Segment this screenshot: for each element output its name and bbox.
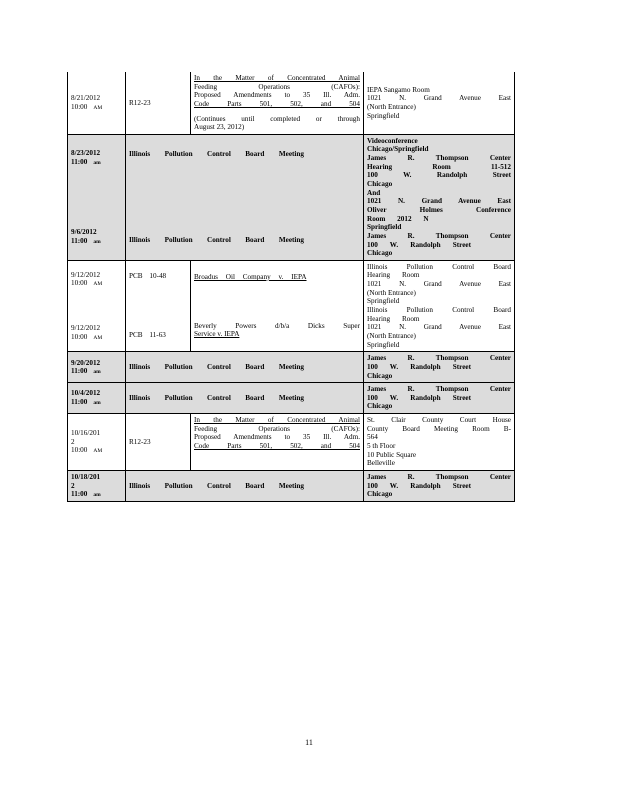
- meeting-title-cell: [126, 134, 364, 260]
- docket-cell: PCB 10-48 PCB 11-63: [126, 260, 191, 351]
- location-cell: James R. Thompson Center 100 W. Randolph Street Chicago: [364, 470, 515, 501]
- location-cell: James R. Thompson Center 100 W. Randolph Street Chicago: [364, 352, 515, 383]
- table-row: [68, 260, 515, 351]
- location-cell: St. Clair County Court House County Board Meeting Room B- 564 5 th Floor 10 Public Square Belleville: [364, 414, 515, 471]
- meeting-title-cell: [126, 470, 364, 501]
- date-cell: 10/4/2012 11:00 am: [68, 383, 126, 414]
- table-row: [68, 134, 515, 260]
- table-row: [68, 470, 515, 501]
- date-cell: 10/16/201 2 10:00 AM: [68, 414, 126, 471]
- table-row: [68, 383, 515, 414]
- meeting-title: Illinois Pollution Control Board Meeting: [129, 149, 304, 158]
- table-row: [68, 414, 515, 471]
- page-number: 11: [305, 738, 313, 747]
- matter-cell: In the Matter of Concentrated Animal Feeding Operations (CAFOs): Proposed Amendments to 35 Ill. Adm. Code Parts 501, 502, and 504 (Continues until completed or through August 23, 2012): [191, 72, 364, 134]
- location-cell: IEPA Sangamo Room 1021 N. Grand Avenue East (North Entrance) Springfield: [364, 72, 515, 134]
- meeting-title: Illinois Pollution Control Board Meeting: [129, 362, 304, 371]
- table-row: [68, 72, 515, 134]
- date-cell: 9/20/2012 11:00 am: [68, 352, 126, 383]
- date-cell: 9/12/2012 10:00 AM 9/12/2012 10:00 AM: [68, 260, 126, 351]
- meeting-title-cell: [126, 383, 364, 414]
- meeting-title-cell: [126, 352, 364, 383]
- meeting-title: Illinois Pollution Control Board Meeting: [129, 236, 304, 245]
- hearing-schedule-table: [67, 72, 515, 502]
- meeting-title: Illinois Pollution Control Board Meeting: [129, 481, 304, 490]
- meeting-title: Illinois Pollution Control Board Meeting: [129, 393, 304, 402]
- case-cell: Broadus Oil Company v. IEPA Beverly Powers d/b/a Dicks Super Service v. IEPA: [191, 260, 364, 351]
- location-cell: Illinois Pollution Control Board Hearing Room 1021 N. Grand Avenue East (North Entrance) Springfield Illinois Pollution Control Board Hearing Room 1021 N. Grand Avenue East (North Entrance) Springfield: [364, 260, 515, 351]
- location-cell: Videoconference Chicago/Springfield James R. Thompson Center Hearing Room 11-512 100 W. Randolph Street Chicago And 1021 N. Grand Avenue East Oliver Holmes Conference Room 2012 N Springfield James R. Thompson Center 100 W. Randolph Street Chicago: [364, 134, 515, 260]
- matter-cell: In the Matter of Concentrated Animal Feeding Operations (CAFOs): Proposed Amendments to 35 Ill. Adm. Code Parts 501, 502, and 504: [191, 414, 364, 471]
- location-cell: James R. Thompson Center 100 W. Randolph Street Chicago: [364, 383, 515, 414]
- table-row: [68, 352, 515, 383]
- docket-cell: R12-23: [126, 72, 191, 134]
- date-cell: 10/18/201 2 11:00 am: [68, 470, 126, 501]
- date-cell: 8/21/2012 10:00 AM: [68, 72, 126, 134]
- docket-cell: R12-23: [126, 414, 191, 471]
- date-cell: 8/23/2012 11:00 am 9/6/2012 11:00 am: [68, 134, 126, 260]
